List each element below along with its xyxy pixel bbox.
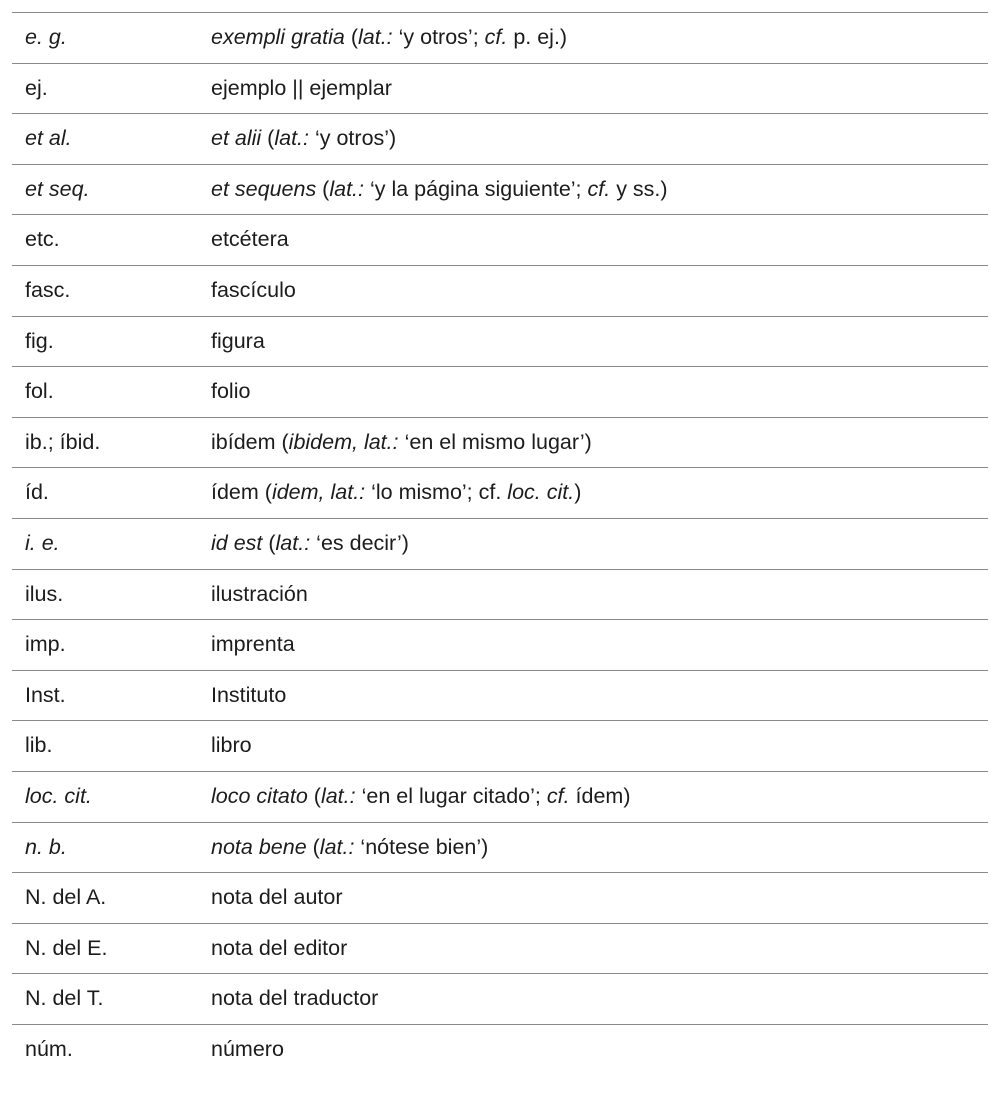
- abbreviation-text: imp.: [25, 632, 66, 657]
- abbreviation-cell: [12, 887, 211, 909]
- abbreviation-text: ib.; íbid.: [25, 429, 101, 454]
- meaning-cell: [211, 834, 988, 859]
- meaning-text: nota del traductor: [211, 986, 379, 1011]
- meaning-text: Instituto: [211, 682, 287, 707]
- abbreviation-text: et al.: [25, 126, 72, 151]
- meaning-text: ‘es decir’): [310, 530, 409, 555]
- abbreviation-cell: [12, 128, 211, 150]
- abbreviation-cell: [12, 482, 211, 504]
- meaning-text: etcétera: [211, 227, 289, 252]
- meaning-text: ‘y la página siguiente’;: [364, 176, 588, 201]
- abbreviation-cell: [12, 75, 211, 100]
- abbreviation-cell: [12, 381, 211, 403]
- meaning-cell: [211, 783, 988, 808]
- abbreviation-text: i. e.: [25, 530, 60, 555]
- meaning-text: ‘en el lugar citado’;: [355, 783, 547, 808]
- meaning-cell: [211, 128, 988, 150]
- meaning-text: folio: [211, 379, 251, 404]
- abbreviation-text: ilus.: [25, 581, 64, 606]
- abbreviation-cell: [12, 634, 211, 656]
- table-row: [12, 317, 988, 368]
- table-row: [12, 671, 988, 722]
- abbreviation-text: fig.: [25, 328, 54, 353]
- table-row: [12, 114, 988, 165]
- table-row: [12, 1025, 988, 1076]
- meaning-cell: [211, 229, 988, 251]
- abbreviation-text: etc.: [25, 227, 60, 252]
- meaning-cell: [211, 328, 988, 353]
- table-row: [12, 367, 988, 418]
- meaning-text: ‘en el mismo lugar’): [398, 429, 592, 454]
- meaning-text: id est: [211, 530, 263, 555]
- table-row: [12, 974, 988, 1025]
- meaning-cell: [211, 682, 988, 707]
- meaning-cell: [211, 482, 988, 504]
- meaning-text: et alii: [211, 126, 262, 151]
- meaning-text: nota del editor: [211, 935, 348, 960]
- meaning-cell: [211, 280, 988, 302]
- meaning-text: lat.:: [357, 25, 393, 50]
- meaning-cell: [211, 634, 988, 656]
- meaning-text: ibídem (: [211, 429, 289, 454]
- abbreviation-text: íd.: [25, 480, 49, 505]
- meaning-text: idem, lat.:: [271, 480, 366, 505]
- table-row: [12, 519, 988, 570]
- abbreviation-text: n. b.: [25, 834, 67, 859]
- meaning-text: p. ej.): [507, 25, 568, 50]
- abbreviations-table: [12, 12, 988, 1075]
- meaning-text: lat.:: [275, 530, 311, 555]
- abbreviation-text: fasc.: [25, 278, 71, 303]
- meaning-text: (: [261, 126, 275, 151]
- abbreviation-cell: [12, 1039, 211, 1061]
- meaning-text: cf.: [484, 25, 508, 50]
- meaning-text: (: [262, 530, 276, 555]
- table-row: [12, 418, 988, 469]
- table-row: [12, 721, 988, 772]
- abbreviation-text: ej.: [25, 75, 48, 100]
- abbreviation-text: N. del A.: [25, 885, 107, 910]
- abbreviation-cell: [12, 735, 211, 757]
- meaning-text: exempli gratia: [211, 25, 345, 50]
- abbreviation-text: lib.: [25, 733, 53, 758]
- meaning-text: ‘y otros’;: [392, 25, 485, 50]
- abbreviation-text: e. g.: [25, 25, 67, 50]
- table-row: [12, 570, 988, 621]
- table-row: [12, 266, 988, 317]
- table-row: [12, 165, 988, 216]
- abbreviation-cell: [12, 229, 211, 251]
- meaning-cell: [211, 429, 988, 454]
- meaning-text: figura: [211, 328, 265, 353]
- meaning-text: cf.: [587, 176, 611, 201]
- abbreviation-text: fol.: [25, 379, 54, 404]
- meaning-cell: [211, 581, 988, 606]
- abbreviation-cell: [12, 176, 211, 201]
- abbreviation-cell: [12, 27, 211, 49]
- meaning-cell: [211, 530, 988, 555]
- abbreviation-text: et seq.: [25, 176, 90, 201]
- meaning-text: número: [211, 1037, 284, 1062]
- abbreviation-cell: [12, 682, 211, 707]
- table-row: [12, 13, 988, 64]
- meaning-cell: [211, 75, 988, 100]
- table-row: [12, 924, 988, 975]
- meaning-text: loco citato: [211, 783, 308, 808]
- abbreviation-text: Inst.: [25, 682, 66, 707]
- meaning-text: lat.:: [274, 126, 309, 151]
- abbreviation-text: loc. cit.: [25, 783, 92, 808]
- abbreviation-cell: [12, 935, 211, 960]
- abbreviation-cell: [12, 280, 211, 302]
- meaning-cell: [211, 735, 988, 757]
- meaning-text: nota del autor: [211, 885, 343, 910]
- abbreviation-text: N. del E.: [25, 935, 108, 960]
- abbreviation-cell: [12, 783, 211, 808]
- meaning-text: ibidem, lat.:: [288, 429, 399, 454]
- meaning-text: ‘nótese bien’): [354, 834, 489, 859]
- abbreviation-cell: [12, 834, 211, 859]
- table-row: [12, 215, 988, 266]
- meaning-cell: [211, 381, 988, 403]
- meaning-text: lat.:: [329, 176, 364, 201]
- meaning-text: loc. cit.: [507, 480, 575, 505]
- meaning-text: lat.:: [320, 783, 356, 808]
- meaning-text: et sequens: [211, 176, 317, 201]
- meaning-text: ídem (: [211, 480, 272, 505]
- abbreviation-cell: [12, 530, 211, 555]
- meaning-text: (: [344, 25, 358, 50]
- abbreviation-text: N. del T.: [25, 986, 104, 1011]
- abbreviation-text: núm.: [25, 1037, 73, 1062]
- table-row: [12, 620, 988, 671]
- table-row: [12, 772, 988, 823]
- meaning-text: (: [306, 834, 320, 859]
- meaning-text: imprenta: [211, 632, 295, 657]
- meaning-text: cf.: [546, 783, 570, 808]
- abbreviation-cell: [12, 581, 211, 606]
- meaning-cell: [211, 887, 988, 909]
- meaning-cell: [211, 988, 988, 1010]
- abbreviation-cell: [12, 328, 211, 353]
- table-row: [12, 873, 988, 924]
- meaning-text: ilustración: [211, 581, 308, 606]
- meaning-text: fascículo: [211, 278, 296, 303]
- meaning-cell: [211, 935, 988, 960]
- meaning-text: y ss.): [610, 176, 668, 201]
- abbreviation-cell: [12, 988, 211, 1010]
- table-row: [12, 468, 988, 519]
- table-row: [12, 64, 988, 115]
- abbreviation-cell: [12, 429, 211, 454]
- meaning-text: ‘y otros’): [309, 126, 397, 151]
- table-row: [12, 823, 988, 874]
- meaning-text: ejemplo || ejemplar: [211, 75, 392, 100]
- meaning-cell: [211, 176, 988, 201]
- meaning-text: (: [307, 783, 321, 808]
- meaning-text: ídem): [569, 783, 631, 808]
- meaning-text: ): [574, 480, 582, 505]
- meaning-text: ‘lo mismo’; cf.: [365, 480, 508, 505]
- meaning-text: nota bene: [211, 834, 307, 859]
- meaning-text: lat.:: [319, 834, 355, 859]
- meaning-cell: [211, 1039, 988, 1061]
- meaning-cell: [211, 27, 988, 49]
- meaning-text: libro: [211, 733, 252, 758]
- meaning-text: (: [316, 176, 330, 201]
